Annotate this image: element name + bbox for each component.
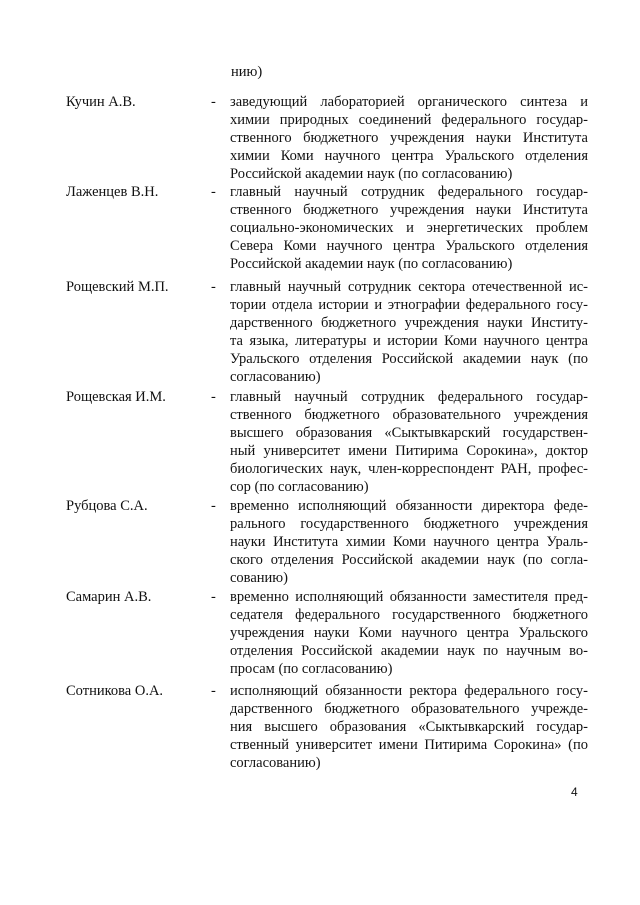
description-line: седателя федерального государственного бюджетного — [230, 607, 588, 623]
description-line: главный научный сотрудник федерального государ- — [230, 389, 588, 405]
description-line: науки Института химии Коми научного центра Ураль- — [230, 534, 588, 550]
description-line: согласованию) — [230, 369, 321, 385]
description-line: учреждения науки Коми научного центра Уральского — [230, 625, 588, 641]
member-description — [230, 388, 588, 496]
description-line: Российской академии наук (по согласованию) — [230, 256, 513, 272]
page-number: 4 — [571, 785, 578, 799]
description-line: заведующий лабораторией органического синтеза и — [230, 94, 588, 110]
member-dash: - — [211, 184, 216, 200]
member-name: Рощевская И.М. — [66, 389, 166, 405]
member-description — [230, 588, 588, 678]
description-line: согласованию) — [230, 755, 321, 771]
description-line: ный университет имени Питирима Сорокина», доктор — [230, 443, 588, 459]
description-line: социально-экономических и энергетических проблем — [230, 220, 588, 236]
member-dash: - — [211, 589, 216, 605]
description-line: ственный университет имени Питирима Сорокина» (по — [230, 737, 588, 753]
description-line: отделения Российской академии наук по научным во- — [230, 643, 588, 659]
description-line: временно исполняющий обязанности заместителя пред- — [230, 589, 588, 605]
description-line: исполняющий обязанности ректора федерального госу- — [230, 683, 588, 699]
member-name: Кучин А.В. — [66, 94, 136, 110]
description-line: сор (по согласованию) — [230, 479, 369, 495]
description-line: рального государственного бюджетного учреждения — [230, 516, 588, 532]
member-description — [230, 93, 588, 183]
member-description — [230, 278, 588, 386]
description-line: химии Коми научного центра Уральского отделения — [230, 148, 588, 164]
member-dash: - — [211, 498, 216, 514]
continuation-text: нию) — [231, 64, 263, 80]
description-line: Российской академии наук (по согласованию) — [230, 166, 513, 182]
description-line: высшего образования «Сыктывкарский государствен- — [230, 425, 588, 441]
description-line: Уральского отделения Российской академии наук (по — [230, 351, 588, 367]
description-line: дарственного бюджетного учреждения науки Институ- — [230, 315, 588, 331]
description-line: просам (по согласованию) — [230, 661, 393, 677]
member-dash: - — [211, 683, 216, 699]
description-line: химии природных соединений федерального государ- — [230, 112, 588, 128]
description-line: ственного бюджетного образовательного учреждения — [230, 407, 588, 423]
description-line: главный научный сотрудник федерального государ- — [230, 184, 588, 200]
member-description — [230, 183, 588, 273]
member-name: Сотникова О.А. — [66, 683, 164, 699]
description-line: сованию) — [230, 570, 288, 586]
description-line: биологических наук, член-корреспондент РАН, профес- — [230, 461, 588, 477]
member-name: Рубцова С.А. — [66, 498, 148, 514]
description-line: тории отдела истории и этнографии федерального госу- — [230, 297, 588, 313]
description-line: дарственного бюджетного образовательного учрежде- — [230, 701, 588, 717]
member-description — [230, 497, 588, 587]
description-line: временно исполняющий обязанности директора феде- — [230, 498, 588, 514]
description-line: ственного бюджетного учреждения науки Института — [230, 130, 588, 146]
description-line: та языка, литературы и истории Коми научного центра — [230, 333, 588, 349]
member-name: Лаженцев В.Н. — [66, 184, 159, 200]
member-name: Рощевский М.П. — [66, 279, 169, 295]
member-name: Самарин А.В. — [66, 589, 152, 605]
member-dash: - — [211, 94, 216, 110]
member-description — [230, 682, 588, 772]
description-line: главный научный сотрудник сектора отечественной ис- — [230, 279, 588, 295]
description-line: ского отделения Российской академии наук (по согла- — [230, 552, 588, 568]
description-line: Севера Коми научного центра Уральского отделения — [230, 238, 588, 254]
member-dash: - — [211, 279, 216, 295]
description-line: ственного бюджетного учреждения науки Института — [230, 202, 588, 218]
description-line: ния высшего образования «Сыктывкарский государ- — [230, 719, 588, 735]
member-dash: - — [211, 389, 216, 405]
